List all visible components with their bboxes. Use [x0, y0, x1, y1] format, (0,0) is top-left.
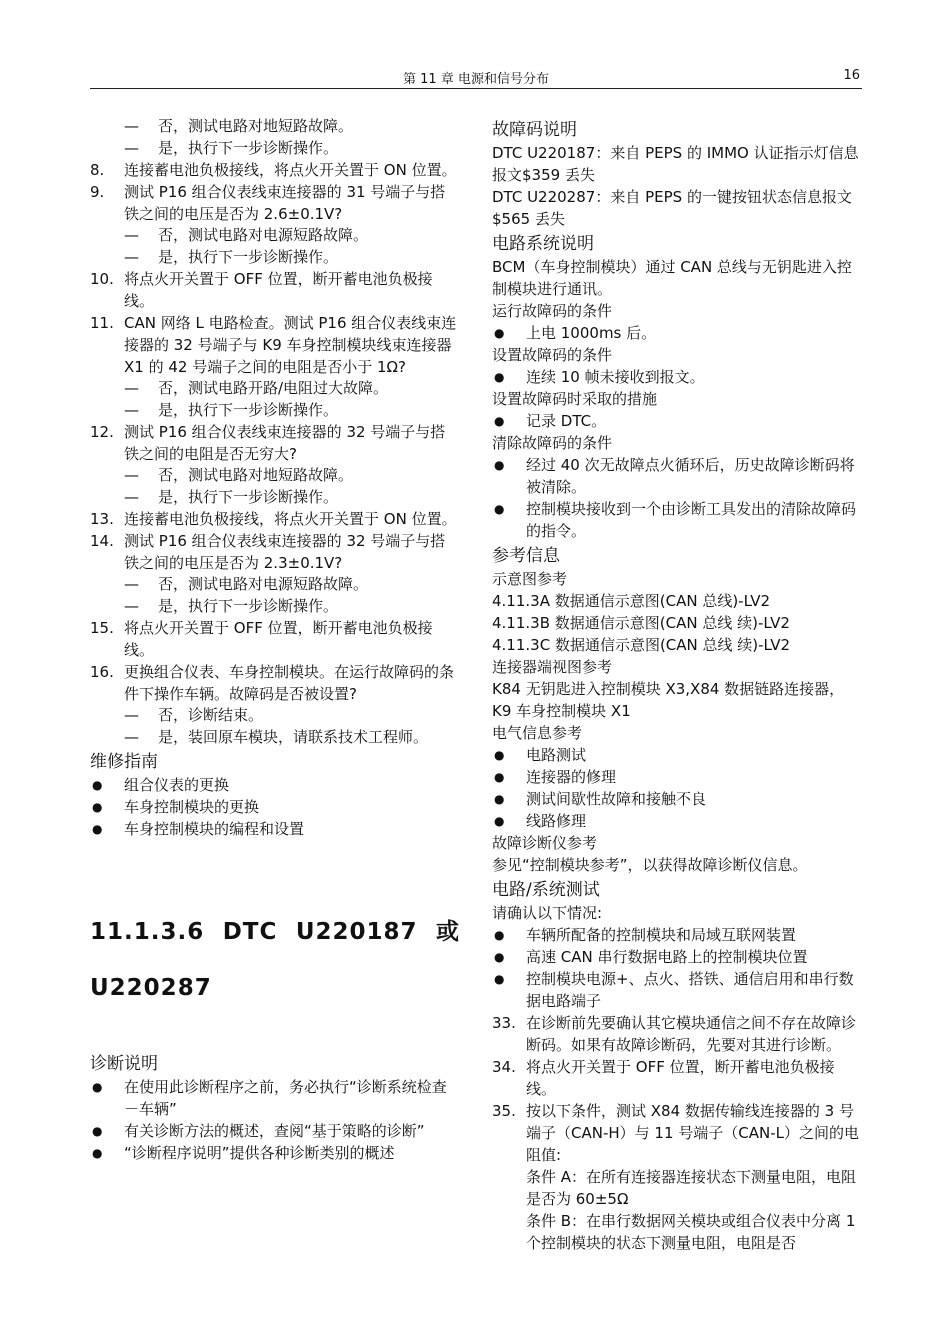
step-16: 16. 更换组合仪表、车身控制模块。在运行故障码的条件下操作车辆。故障码是否被设置?: [90, 663, 455, 703]
dash-item: — 是，执行下一步诊断操作。: [124, 596, 339, 615]
step-14: 14. 测试 P16 组合仪表线束连接器的 32 号端子与搭铁之间的电压是否为 2.3±0.1V?: [90, 532, 446, 572]
tool-text: 参见“控制模块参考”，以获得故障诊断仪信息。: [492, 856, 808, 874]
diag-title: 诊断说明: [90, 1054, 158, 1074]
list-item: ● 控制模块接收到一个由诊断工具发出的清除故障码的指令。: [494, 500, 857, 540]
dtc-line: DTC U220187：来自 PEPS 的 IMMO 认证指示灯信息报文$359 丢失: [492, 144, 859, 184]
dash-item: — 是，装回原车模块，请联系技术工程师。: [124, 727, 429, 746]
section-heading: 11.1.3.6 DTC U220187 或 U220287: [90, 919, 460, 1001]
schem-line: 4.11.3A 数据通信示意图(CAN 总线)-LV2: [492, 592, 771, 610]
repair-guide-title: 维修指南: [90, 752, 158, 772]
step-10: 10. 将点火开关置于 OFF 位置，断开蓄电池负极接线。: [90, 270, 433, 310]
action-title: 设置故障码时采取的措施: [492, 390, 658, 408]
list-item: ● 经过 40 次无故障点火循环后，历史故障诊断码将被清除。: [494, 456, 855, 496]
dtc-line: DTC U220287：来自 PEPS 的一键按钮状态信息报文$565 丢失: [492, 188, 852, 228]
list-item: ● 车辆所配备的控制模块和局域互联网装置: [494, 926, 797, 944]
list-item: ● “诊断程序说明”提供各种诊断类别的概述: [92, 1144, 395, 1162]
schem-line: 4.11.3B 数据通信示意图(CAN 总线 续)-LV2: [492, 614, 790, 632]
page-number: 16: [843, 68, 860, 83]
list-item: ● 记录 DTC。: [494, 412, 607, 430]
dash-item: — 否，测试电路对电源短路故障。: [124, 226, 369, 244]
list-item: ● 高速 CAN 串行数据电路上的控制模块位置: [494, 948, 808, 966]
step-35: 35. 按以下条件，测试 X84 数据传输线连接器的 3 号端子（CAN-H）与 11 号端子（CAN-L）之间的电阻值:: [492, 1102, 859, 1164]
dash-item: — 是，执行下一步诊断操作。: [124, 138, 339, 157]
confirm-text: 请确认以下情况:: [492, 904, 603, 922]
ref-title: 参考信息: [492, 546, 560, 566]
condition-a: 条件 A：在所有连接器连接状态下测量电阻，电阻是否为 60±5Ω: [526, 1168, 857, 1208]
dash-item: — 是，执行下一步诊断操作。: [124, 400, 339, 419]
condition-b: 条件 B：在串行数据网关模块或组合仪表中分离 1 个控制模块的状态下测量电阻，电阻是否: [526, 1212, 856, 1252]
step-13: 13. 连接蓄电池负极接线，将点火开关置于 ON 位置。: [90, 510, 457, 528]
list-item: ● 电路测试: [494, 746, 587, 764]
chapter-title: 第 11 章 电源和信号分布: [403, 72, 549, 87]
schem-title: 示意图参考: [492, 570, 568, 588]
dash-item: — 否，测试电路开路/电阻过大故障。: [124, 379, 389, 397]
dash-item: — 是，执行下一步诊断操作。: [124, 247, 339, 266]
list-item: ● 组合仪表的更换: [92, 776, 230, 794]
elec-title: 电气信息参考: [492, 724, 583, 742]
step-9: 9. 测试 P16 组合仪表线束连接器的 31 号端子与搭铁之间的电压是否为 2.6±0.1V?: [90, 183, 446, 223]
conn-title: 连接器端视图参考: [492, 658, 613, 676]
step-34: 34. 将点火开关置于 OFF 位置，断开蓄电池负极接线。: [492, 1058, 835, 1098]
dtc-desc-title: 故障码说明: [492, 120, 577, 140]
test-title: 电路/系统测试: [492, 880, 600, 900]
set-title: 设置故障码的条件: [492, 346, 613, 364]
dash-item: — 否，测试电路对地短路故障。: [124, 466, 354, 484]
step-11: 11. CAN 网络 L 电路检查。测试 P16 组合仪表线束连接器的 32 号端子与 K9 车身控制模块线束连接器 X1 的 42 号端子之间的电阻是否小于 1Ω?: [90, 314, 457, 376]
step-8: 8. 连接蓄电池负极接线，将点火开关置于 ON 位置。: [90, 161, 457, 179]
dash-item: — 否，诊断结束。: [124, 706, 264, 724]
schem-line: 4.11.3C 数据通信示意图(CAN 总线 续)-LV2: [492, 636, 791, 654]
list-item: ● 有关诊断方法的概述，查阅“基于策略的诊断”: [92, 1122, 425, 1140]
list-item: ● 上电 1000ms 后。: [494, 324, 657, 342]
list-item: ● 车身控制模块的编程和设置: [92, 820, 305, 838]
step-15: 15. 将点火开关置于 OFF 位置，断开蓄电池负极接线。: [90, 619, 433, 659]
left-column: [90, 116, 460, 1164]
list-item: ● 线路修理: [494, 812, 587, 830]
clear-title: 清除故障码的条件: [492, 434, 613, 452]
list-item: ● 连续 10 帧未接收到报文。: [494, 368, 705, 386]
run-title: 运行故障码的条件: [492, 302, 613, 320]
list-item: ● 连接器的修理: [494, 768, 617, 786]
list-item: ● 车身控制模块的更换: [92, 798, 260, 816]
step-12: 12. 测试 P16 组合仪表线束连接器的 32 号端子与搭铁之间的电阻是否无穷大?: [90, 423, 446, 463]
page-header: [90, 66, 862, 89]
right-column: [492, 116, 862, 1254]
list-item: ● 测试间歇性故障和接触不良: [494, 790, 707, 808]
tool-title: 故障诊断仪参考: [492, 834, 598, 852]
dash-item: — 是，执行下一步诊断操作。: [124, 487, 339, 506]
list-item: ● 在使用此诊断程序之前，务必执行“诊断系统检查－车辆”: [92, 1078, 447, 1118]
dash-item: — 否，测试电路对电源短路故障。: [124, 575, 369, 593]
conn-line: K84 无钥匙进入控制模块 X3,X84 数据链路连接器，K9 车身控制模块 X1: [492, 680, 845, 720]
circuit-title: 电路系统说明: [492, 234, 594, 254]
dash-item: — 否，测试电路对地短路故障。: [124, 117, 354, 135]
circuit-text: BCM（车身控制模块）通过 CAN 总线与无钥匙进入控制模块进行通讯。: [492, 258, 852, 298]
step-33: 33. 在诊断前先要确认其它模块通信之间不存在故障诊断码。如果有故障诊断码，先要对其进行诊断。: [492, 1014, 857, 1054]
list-item: ● 控制模块电源+、点火、搭铁、通信启用和串行数据电路端子: [494, 970, 854, 1010]
